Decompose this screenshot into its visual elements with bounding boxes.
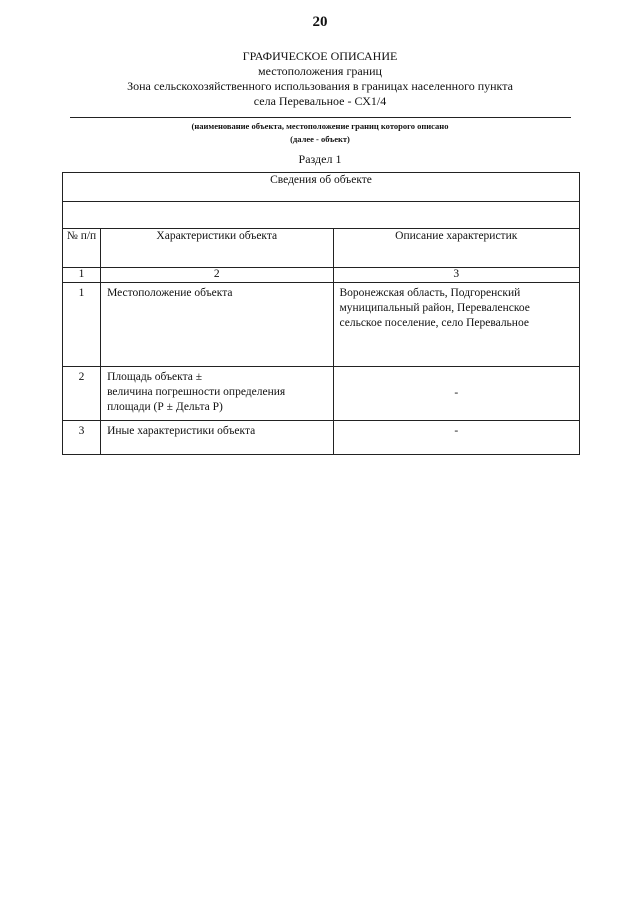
page-number: 20 <box>312 14 328 30</box>
characteristic-line: площади (Р ± Дельта Р) <box>107 401 223 413</box>
table-row <box>63 421 580 455</box>
row-characteristic <box>101 367 333 421</box>
title-caption <box>60 120 580 146</box>
index-cell: 2 <box>101 268 333 283</box>
section-title: Раздел 1 <box>298 152 342 166</box>
caption-line-1: (наименование объекта, местоположение границ которого описано <box>191 121 449 131</box>
table-title-row <box>63 173 580 202</box>
row-characteristic: Местоположение объекта <box>101 283 333 367</box>
row-number: 1 <box>63 283 101 367</box>
row-characteristic: Иные характеристики объекта <box>101 421 333 455</box>
row-description: - <box>333 421 580 455</box>
table-title: Сведения об объекте <box>63 173 580 202</box>
table-index-row <box>63 268 580 283</box>
row-description: - <box>333 367 580 421</box>
object-name-line-2: села Перевальное - СХ1/4 <box>253 94 387 108</box>
table-blank-row <box>63 202 580 229</box>
header-characteristic: Характеристики объекта <box>101 229 333 268</box>
header-num: № п/п <box>63 229 101 268</box>
characteristic-line: Площадь объекта ± <box>107 371 203 383</box>
table-header-row <box>63 229 580 268</box>
document-title-block <box>60 49 580 109</box>
document-subtitle: местоположения границ <box>258 64 382 78</box>
table-row <box>63 283 580 367</box>
object-info-table <box>62 172 580 455</box>
title-underline <box>70 117 571 118</box>
header-description: Описание характеристик <box>333 229 580 268</box>
row-number: 3 <box>63 421 101 455</box>
table-row <box>63 367 580 421</box>
index-cell: 1 <box>63 268 101 283</box>
document-title: ГРАФИЧЕСКОЕ ОПИСАНИЕ <box>242 49 398 63</box>
object-name-line-1: Зона сельскохозяйственного использования в границах населенного пункта <box>127 79 513 93</box>
characteristic-line: величина погрешности определения <box>107 386 286 398</box>
table-blank-cell <box>63 202 580 229</box>
row-description: Воронежская область, Подгоренский муниципальный район, Переваленское сельское поселение, село Перевальное <box>333 283 580 367</box>
row-number: 2 <box>63 367 101 421</box>
caption-line-2: (далее - объект) <box>290 134 350 144</box>
index-cell: 3 <box>333 268 580 283</box>
